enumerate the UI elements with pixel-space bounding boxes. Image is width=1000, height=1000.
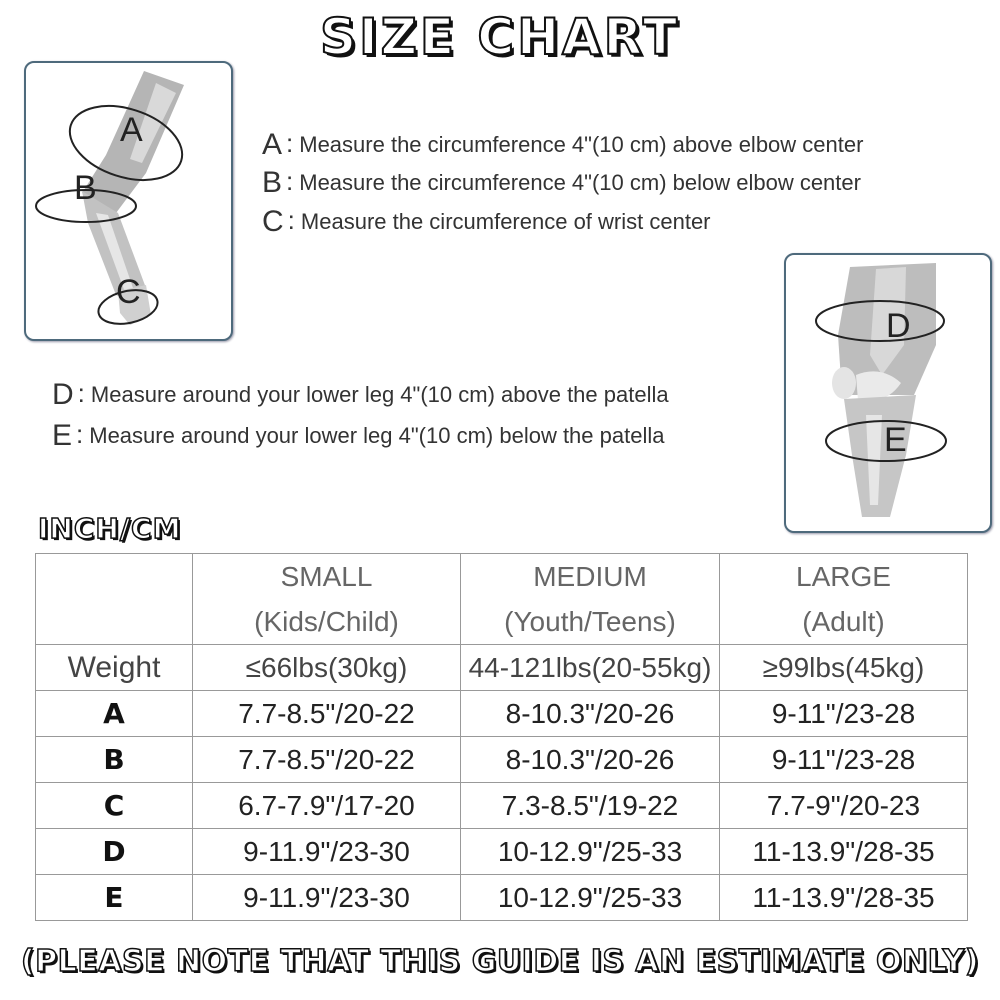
- table-row-sizes: [36, 554, 968, 600]
- leg-label-d: D: [886, 307, 911, 345]
- table-cell: 8-10.3"/20-26: [461, 737, 720, 783]
- table-cell: ≤66lbs(30kg): [193, 645, 461, 691]
- table-cell: ≥99lbs(45kg): [720, 645, 968, 691]
- table-cell: 7.3-8.5"/19-22: [461, 783, 720, 829]
- table-cell: 9-11"/23-28: [720, 691, 968, 737]
- row-label: B: [36, 737, 193, 783]
- table-cell: 11-13.9"/28-35: [720, 875, 968, 921]
- table-cell: 10-12.9"/25-33: [461, 875, 720, 921]
- table-cell: 11-13.9"/28-35: [720, 829, 968, 875]
- instruction-key: D: [52, 378, 74, 411]
- table-cell: 44-121lbs(20-55kg): [461, 645, 720, 691]
- instruction-c: C : Measure the circumference of wrist center: [262, 205, 711, 238]
- instruction-key: E: [52, 419, 73, 452]
- page-title: SIZE CHART: [319, 8, 681, 66]
- row-label: A: [36, 691, 193, 737]
- group-header: (Adult): [720, 599, 968, 645]
- table-row: [36, 875, 968, 921]
- row-label: C: [36, 783, 193, 829]
- table-row: [36, 783, 968, 829]
- instruction-d: D : Measure around your lower leg 4"(10 cm) above the patella: [52, 378, 669, 411]
- size-header: SMALL: [193, 554, 461, 600]
- group-header: (Kids/Child): [193, 599, 461, 645]
- leg-label-e: E: [884, 421, 907, 459]
- table-cell: 9-11"/23-28: [720, 737, 968, 783]
- table-cell: 8-10.3"/20-26: [461, 691, 720, 737]
- arm-label-a: A: [120, 111, 143, 149]
- size-header: LARGE: [720, 554, 968, 600]
- leg-measurement-figure: [784, 253, 992, 533]
- instruction-key: B: [262, 166, 283, 199]
- instruction-e: E : Measure around your lower leg 4"(10 cm) below the patella: [52, 419, 665, 452]
- group-header: (Youth/Teens): [461, 599, 720, 645]
- arm-label-b: B: [74, 169, 97, 207]
- table-cell: 10-12.9"/25-33: [461, 829, 720, 875]
- table-cell: 9-11.9"/23-30: [193, 875, 461, 921]
- table-row-groups: [36, 599, 968, 645]
- instruction-key: C: [262, 205, 284, 238]
- instruction-b: B : Measure the circumference 4"(10 cm) below elbow center: [262, 166, 861, 199]
- row-label: E: [36, 875, 193, 921]
- instruction-text: Measure around your lower leg 4"(10 cm) below the patella: [89, 423, 665, 448]
- disclaimer-note: (PLEASE NOTE THAT THIS GUIDE IS AN ESTIMATE ONLY): [20, 944, 980, 979]
- instruction-text: Measure the circumference 4"(10 cm) above elbow center: [299, 132, 864, 157]
- table-row: [36, 829, 968, 875]
- instruction-text: Measure around your lower leg 4"(10 cm) above the patella: [90, 382, 669, 407]
- instruction-text: Measure the circumference 4"(10 cm) below elbow center: [299, 170, 861, 195]
- instruction-a: A : Measure the circumference 4"(10 cm) above elbow center: [262, 128, 864, 161]
- table-row-weight: [36, 645, 968, 691]
- table-cell: 7.7-9"/20-23: [720, 783, 968, 829]
- table-cell: 7.7-8.5"/20-22: [193, 691, 461, 737]
- unit-label: INCH/CM: [38, 512, 182, 545]
- arm-label-c: C: [116, 273, 141, 311]
- leg-illustration: [786, 255, 990, 531]
- table-cell: 6.7-7.9"/17-20: [193, 783, 461, 829]
- table-row: [36, 691, 968, 737]
- table-cell: 7.7-8.5"/20-22: [193, 737, 461, 783]
- table-corner-cell: [36, 554, 193, 600]
- size-table: [35, 553, 968, 921]
- weight-label: Weight: [36, 645, 193, 691]
- table-corner-cell: [36, 599, 193, 645]
- instruction-text: Measure the circumference of wrist center: [300, 209, 711, 234]
- arm-measurement-figure: [24, 61, 233, 341]
- instruction-key: A: [262, 128, 283, 161]
- table-cell: 9-11.9"/23-30: [193, 829, 461, 875]
- row-label: D: [36, 829, 193, 875]
- table-row: [36, 737, 968, 783]
- size-header: MEDIUM: [461, 554, 720, 600]
